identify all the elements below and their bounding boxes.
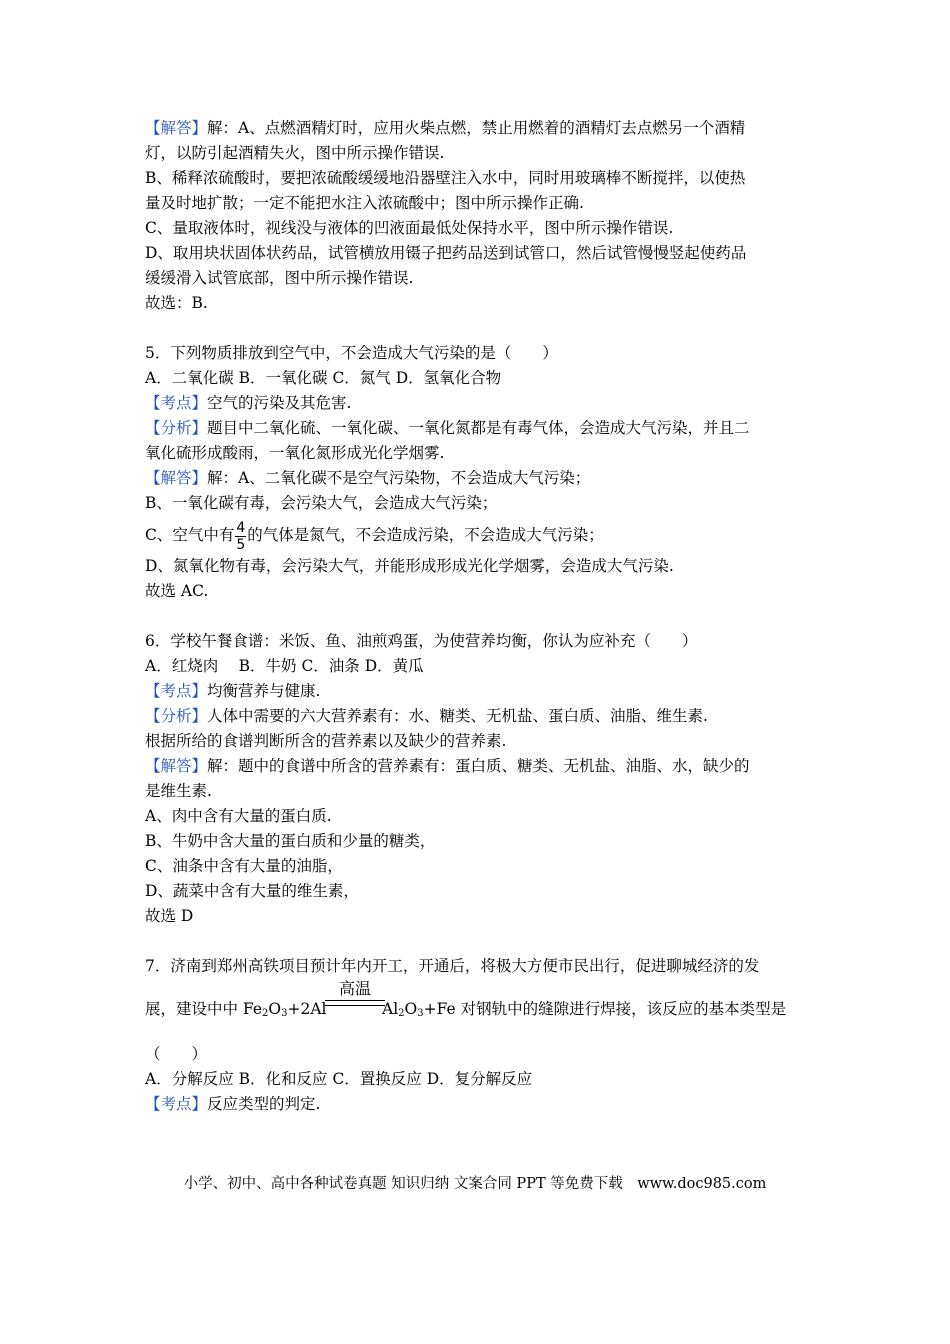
q5-options: A．二氧化碳 B．一氧化碳 C．氮气 D．氢氧化合物 <box>145 369 502 387</box>
q5-answer-line-1: 【解答】解：A、二氧化碳不是空气污染物，不会造成大气污染； <box>145 469 591 487</box>
fenxi-tag: 【分析】 <box>145 419 208 437</box>
q5-answer-line-3: C、空气中有 $\frac{4}{5}$ 的气体是氮气，不会造成污染，不会造成大气污染； <box>145 519 604 553</box>
q6-question: 6．学校午餐食谱：米饭、鱼、油煎鸡蛋，为使营养均衡，你认为应补充（ ） <box>145 632 698 650</box>
q6-options: A．红烧肉 B．牛奶 C．油条 D．黄瓜 <box>145 657 424 675</box>
q7-question-line-1: 7．济南到郑州高铁项目预计年内开工，开通后，将极大方便市民出行，促进聊城经济的发 <box>145 957 760 975</box>
q7-question-line-2 <box>145 979 815 1025</box>
q6-final-answer: 故选 D <box>145 907 194 925</box>
q5-fenxi-line-1: 【分析】题目中二氧化硫、一氧化碳、一氧化氮都是有毒气体，会造成大气污染，并且二 <box>145 419 750 437</box>
q4-answer-line-3: B、稀释浓硫酸时，要把浓硫酸缓缓地沿器壁注入水中，同时用玻璃棒不断搅拌，以使热 <box>145 169 746 187</box>
q6-answer-line-6: D、蔬菜中含有大量的维生素， <box>145 882 359 900</box>
q7-answer-blank: （ ） <box>145 1045 208 1063</box>
q5-fenxi-line-2: 氧化硫形成酸雨，一氧化氮形成光化学烟雾. <box>145 444 445 462</box>
reaction-arrow-bar <box>325 1000 385 1006</box>
q7-kaodian: 【考点】反应类型的判定. <box>145 1095 321 1113</box>
kaodian-tag: 【考点】 <box>145 1095 208 1113</box>
q4-answer-line-5: C、量取液体时，视线没与液体的凹液面最低处保持水平，图中所示操作错误. <box>145 219 674 237</box>
q6-answer-line-3: A、肉中含有大量的蛋白质. <box>145 807 332 825</box>
q4-answer-line-2: 灯，以防引起酒精失火，图中所示操作错误. <box>145 144 445 162</box>
q6-kaodian: 【考点】均衡营养与健康. <box>145 682 321 700</box>
q7-options: A．分解反应 B．化和反应 C．置换反应 D．复分解反应 <box>145 1070 533 1088</box>
reactants: 展，建设中中 $Fe_2O_3+2Al$ <box>145 1000 327 1019</box>
q6-answer-line-4: B、牛奶中含大量的蛋白质和少量的糖类， <box>145 832 436 850</box>
page-footer: 小学、初中、高中各种试卷真题 知识归纳 文案合同 PPT 等免费下载 www.doc985.com <box>183 1176 767 1192</box>
q5-kaodian: 【考点】空气的污染及其危害. <box>145 394 352 412</box>
q6-answer-line-2: 是维生素. <box>145 782 212 800</box>
document-body <box>145 116 815 1117</box>
q6-answer-line-5: C、油条中含有大量的油脂， <box>145 857 343 875</box>
q4-answer-line-4: 量及时地扩散；一定不能把水注入浓硫酸中；图中所示操作正确. <box>145 194 584 212</box>
reaction-condition: 高温 <box>325 979 385 1006</box>
q4-answer-line-1: 【解答】解：A、点燃酒精灯时，应用火柴点燃，禁止用燃着的酒精灯去点燃另一个酒精 <box>145 119 746 137</box>
kaodian-tag: 【考点】 <box>145 682 208 700</box>
products: $Al_2O_3+Fe$ 对钢轨中的缝隙进行焊接，该反应的基本类型是 <box>382 1000 787 1019</box>
q4-answer-line-6: D、取用块状固体状药品，试管横放用镊子把药品送到试管口，然后试管慢慢竖起使药品 <box>145 244 747 262</box>
q4-final-answer: 故选：B. <box>145 294 208 312</box>
q5-question: 5．下列物质排放到空气中，不会造成大气污染的是（ ） <box>145 344 558 362</box>
q6-fenxi-line-1: 【分析】人体中需要的六大营养素有：水、糖类、无机盐、蛋白质、油脂、维生素. <box>145 707 708 725</box>
q5-answer-line-2: B、一氧化碳有毒，会污染大气，会造成大气污染； <box>145 494 498 512</box>
answer-tag: 【解答】 <box>145 119 208 137</box>
fenxi-tag: 【分析】 <box>145 707 208 725</box>
answer-tag: 【解答】 <box>145 469 208 487</box>
q6-answer-line-1: 【解答】解：题中的食谱中所含的营养素有：蛋白质、糖类、无机盐、油脂、水，缺少的 <box>145 757 750 775</box>
answer-tag: 【解答】 <box>145 757 208 775</box>
q5-answer-line-4: D、氮氧化物有毒，会污染大气，并能形成形成光化学烟雾，会造成大气污染. <box>145 557 674 575</box>
q6-fenxi-line-2: 根据所给的食谱判断所含的营养素以及缺少的营养素. <box>145 732 507 750</box>
q4-answer-line-7: 缓缓滑入试管底部，图中所示操作错误. <box>145 269 414 287</box>
kaodian-tag: 【考点】 <box>145 394 208 412</box>
q5-final-answer: 故选 AC. <box>145 582 209 600</box>
fraction-four-fifths: $\frac{4}{5}$ <box>236 519 246 553</box>
